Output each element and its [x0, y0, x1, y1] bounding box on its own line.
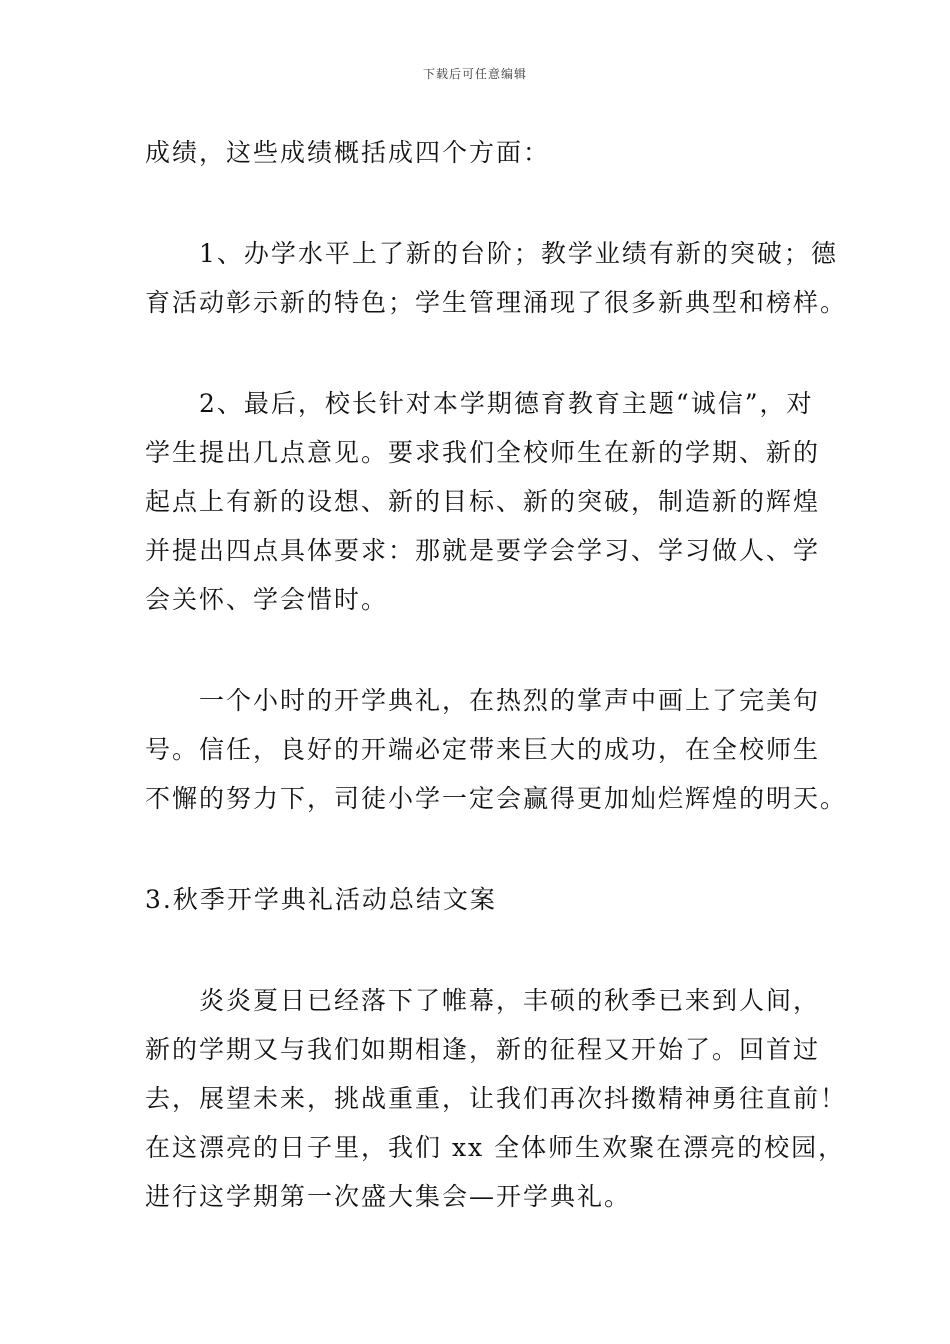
text-line: 起点上有新的设想、新的目标、新的突破，制造新的辉煌: [145, 487, 821, 516]
text-line: 一个小时的开学典礼，在热烈的掌声中画上了完美句: [199, 686, 821, 715]
text-line: 新的学期又与我们如期相逢，新的征程又开始了。回首过: [145, 1035, 821, 1064]
text-line: 1、办学水平上了新的台阶；教学业绩有新的突破；德: [199, 239, 838, 268]
text-line: 号。信任，良好的开端必定带来巨大的成功，在全校师生: [145, 735, 821, 764]
paragraph-point-one: [145, 229, 848, 327]
paragraph-achievements-intro: [145, 128, 807, 177]
text-line: 2、最后，校长针对本学期德育教育主题“诚信”，对: [199, 389, 814, 418]
text-line: 进行这学期第一次盛大集会—开学典礼。: [145, 1182, 632, 1211]
section-heading: [145, 875, 807, 924]
text-line: 不懈的努力下，司徒小学一定会赢得更加灿烂辉煌的明天。: [145, 784, 848, 813]
paragraph-ceremony-summary: [145, 676, 848, 823]
text-line: 学生提出几点意见。要求我们全校师生在新的学期、新的: [145, 438, 821, 467]
paragraph-point-two: [145, 379, 821, 624]
text-line: 会关怀、学会惜时。: [145, 585, 389, 614]
header-note: 下载后可任意编辑: [422, 67, 527, 81]
text-line: 育活动彰示新的特色；学生管理涌现了很多新典型和榜样。: [145, 288, 848, 317]
text-line: 在这漂亮的日子里，我们 xx 全体师生欢聚在漂亮的校园，: [145, 1133, 846, 1162]
text-line: 去，展望未来，挑战重重，让我们再次抖擞精神勇往直前！: [145, 1084, 848, 1113]
section-title: 3.秋季开学典礼活动总结文案: [145, 885, 497, 914]
text-line: 炎炎夏日已经落下了帷幕，丰硕的秋季已来到人间，: [199, 986, 821, 1015]
paragraph-autumn-opening: [145, 976, 848, 1221]
document-body: [145, 128, 848, 1273]
text-line: 并提出四点具体要求：那就是要学会学习、学习做人、学: [145, 536, 821, 565]
text-line: 成绩，这些成绩概括成四个方面：: [145, 138, 551, 167]
